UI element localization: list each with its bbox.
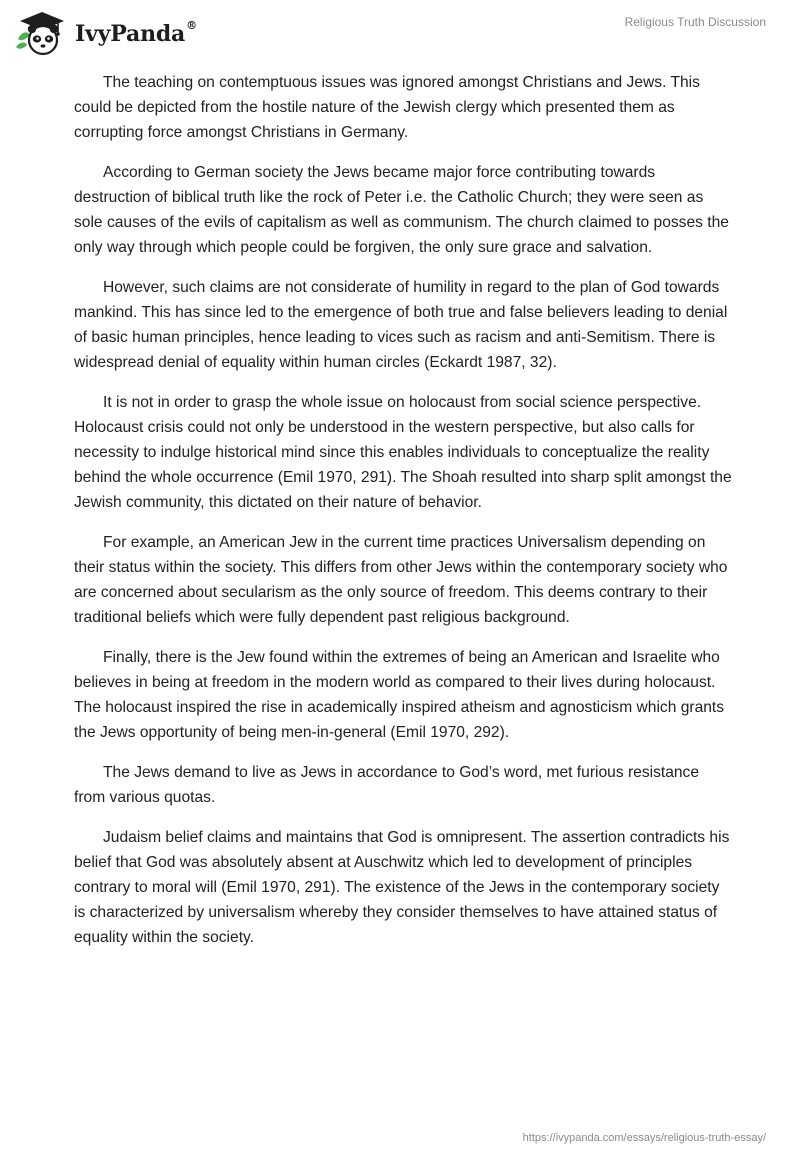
paragraph: The Jews demand to live as Jews in accordance to God’s word, met furious resistance from various quotas. xyxy=(74,764,700,806)
paragraph: According to German society the Jews became major force contributing towards destruction of biblical truth like the rock of Peter i.e. the Catholic Church; they were seen as sole causes of the evils of capitalism as well as communism. The church claimed to posses the only way through which people could be forgiven, the only sure grace and salvation. xyxy=(74,164,729,256)
essay-body xyxy=(74,70,734,965)
registered-mark: ® xyxy=(186,19,197,32)
source-url[interactable]: https://ivypanda.com/essays/religious-truth-essay/ xyxy=(522,1132,766,1144)
panda-graduation-cap-icon xyxy=(14,9,70,57)
paragraph: For example, an American Jew in the current time practices Universalism depending on their status within the society. This differs from other Jews within the contemporary society who are concerned about secularism as the only source of freedom. This deems contrary to their traditional beliefs which were fully dependent past religious background. xyxy=(74,534,728,626)
paragraph: It is not in order to grasp the whole issue on holocaust from social science perspective. Holocaust crisis could not only be understood in the western perspective, but also calls for necessity to indulge historical mind since this enables individuals to conceptualize the reality behind the whole occurrence (Emil 1970, 291). The Shoah resulted into sharp split amongst the Jewish community, this dictated on their nature of behavior. xyxy=(74,394,732,511)
document-title: Religious Truth Discussion xyxy=(624,15,766,29)
paragraph: Judaism belief claims and maintains that God is omnipresent. The assertion contradicts his belief that God was absolutely absent at Auschwitz which led to development of principles contrary to moral will (Emil 1970, 291). The existence of the Jews in the contemporary society is characterized by universalism whereby they consider themselves to have attained status of equality within the society. xyxy=(74,829,730,946)
page-header xyxy=(0,0,800,66)
paragraph: Finally, there is the Jew found within the extremes of being an American and Israelite who believes in being at freedom in the modern world as compared to their lives during holocaust. The holocaust inspired the rise in academically inspired atheism and agnosticism which grants the Jews opportunity of being men-in-general (Emil 1970, 292). xyxy=(74,649,725,741)
brand-name-text: IvyPanda xyxy=(75,21,186,47)
ivypanda-logo[interactable] xyxy=(14,9,197,57)
paragraph: The teaching on contemptuous issues was ignored amongst Christians and Jews. This could be depicted from the hostile nature of the Jewish clergy which presented them as corrupting force amongst Christians in Germany. xyxy=(74,74,700,141)
brand-name xyxy=(75,21,197,47)
paragraph: However, such claims are not considerate of humility in regard to the plan of God towards mankind. This has since led to the emergence of both true and false believers leading to denial of basic human principles, hence leading to vices such as racism and anti-Semitism. There is widespread denial of equality within human circles (Eckardt 1987, 32). xyxy=(74,279,728,371)
